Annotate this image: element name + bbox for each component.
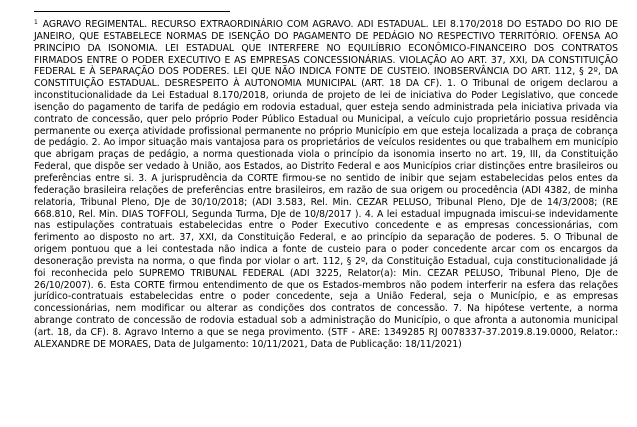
footnote-text: AGRAVO REGIMENTAL. RECURSO EXTRAORDINÁRIO COM AGRAVO. ADI ESTADUAL. LEI 8.170/2018 DO ESTADO DO RIO DE JANEIRO, QUE ESTABELECE NORMAS DE ISENÇÃO DO PAGAMENTO DE PEDÁGIO NO RESPECTIVO TERRITÓRIO. OFENSA AO PRINCÍPIO DA ISONOMIA. LEI ESTADUAL QUE INTERFERE NO EQUILÍBRIO ECONÔMICO-FINANCEIRO DOS CONTRATOS FIRMADOS ENTRE O PODER EXECUTIVO E AS EMPRESAS CONCESSIONÁRIAS. VIOLAÇÃO AO ART. 37, XXI, DA CONSTITUIÇÃO FEDERAL E À SEPARAÇÃO DOS PODERES. LEI QUE NÃO INDICA FONTE DE CUSTEIO. INOBSERVÂNCIA DO ART. 112, § 2º, DA CONSTITUIÇÃO ESTADUAL. DESRESPEITO À AUTONOMIA MUNICIPAL (ART. 18 DA CF). 1. O Tribunal de origem declarou a inconstitucionalidade da Lei Estadual 8.170/2018, oriunda de projeto de lei de iniciativa do Poder Legislativo, que concede isenção do pagamento de tarifa de pedágio em rodovia estadual, quer esteja sendo administrada pela iniciativa privada via contrato de concessão, quer pelo próprio Poder Público Estadual ou Municipal, a veículo cujo proprietário possua residência permanente ou exerça atividade profissional permanente no próprio Município em que esteja localizada a praça de cobrança de pedágio. 2. Ao impor situação mais vantajosa para os proprietários de veículos residentes ou que trabalhem em município que abrigam praças de pedágio, a norma questionada viola o princípio da isonomia inserto no art. 19, III, da Constituição Federal, que dispõe ser vedado à União, aos Estados, ao Distrito Federal e aos Municípios criar distinções entre brasileiros ou preferências entre si. 3. A jurisprudência da CORTE firmou-se no sentido de inibir que sejam estabelecidas pelos entes da federação brasileira relações de preferências entre brasileiros, em razão de sua origem ou procedência (ADI 4382, de minha relatoria, Tribunal Pleno, DJe de 30/10/2018; (ADI 3.583, Rel. Min. CEZAR PELUSO, Tribunal Pleno, DJe de 14/3/2008; (RE 668.810, Rel. Min. DIAS TOFFOLI, Segunda Turma, DJe de 10/8/2017 ). 4. A lei estadual impugnada imiscui-se indevidamente nas estipulações contratuais estabelecidas entre o Poder Executivo concedente e as empresas concessionárias, com ferimento ao disposto no art. 37, XXI, da Constituição Federal, e ao princípio da separação de poderes. 5. O Tribunal de origem pontuou que a lei contestada não indica a fonte de custeio para o poder concedente arcar com os encargos da desoneração prevista na norma, o que finda por violar o art. 112, § 2º, da Constituição Estadual, cuja constitucionalidade já foi reconhecida pelo SUPREMO TRIBUNAL FEDERAL (ADI 3225, Relator(a): Min. CEZAR PELUSO, Tribunal Pleno, DJe de 26/10/2007). 6. Esta CORTE firmou entendimento de que os Estados-membros não podem interferir na esfera das relações jurídico-contratuais estabelecidas entre o poder concedente, seja a União Federal, seja o Município, e as empresas concessionárias, nem modificar ou alterar as condições dos contratos de concessão. 7. Na hipótese vertente, a norma abrange contrato de concessão de rodovia estadual sob a administração do Município, o que afronta a autonomia municipal (art. 18, da CF). 8. Agravo Interno a que se nega provimento. (STF - ARE: 1349285 RJ 0078337-37.2019.8.19.0000, Relator.: ALEXANDRE DE MORAES, Data de Julgamento: 10/11/2021, Data de Publicação: 18/11/2021) [34, 19, 619, 350]
footnote-marker: 1 [34, 19, 38, 26]
footnote-separator [34, 11, 230, 12]
footnote [34, 17, 618, 351]
